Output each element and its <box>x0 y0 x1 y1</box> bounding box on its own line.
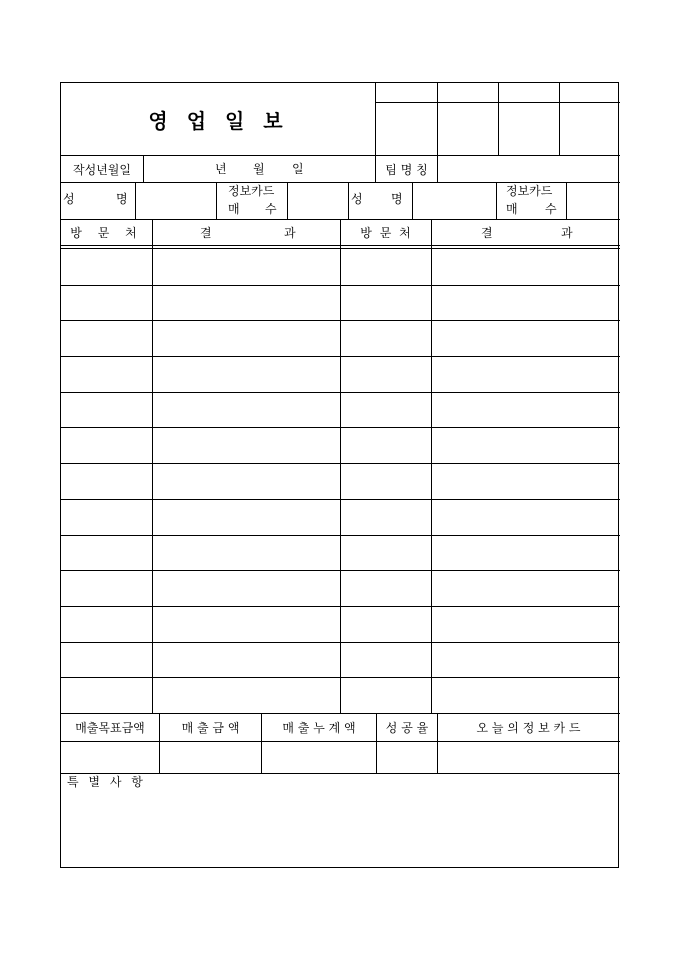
card-count-field-1[interactable] <box>288 183 348 219</box>
visit-place-cell[interactable] <box>61 285 152 321</box>
visit-result-cell[interactable] <box>153 642 340 678</box>
visit-place-cell[interactable] <box>61 427 152 463</box>
visit-place-header-1: 방 문 처 <box>70 226 143 240</box>
visit-row-line <box>61 356 620 357</box>
visit-place-cell[interactable] <box>341 642 431 678</box>
card-label-2-line1: 정보카드 <box>506 184 553 198</box>
card-label-1-line1: 정보카드 <box>228 184 275 198</box>
approval-box-2[interactable] <box>437 103 498 155</box>
visit-place-cell[interactable] <box>61 320 152 356</box>
visit-place-cell[interactable] <box>61 392 152 428</box>
visit-row-line <box>61 499 620 500</box>
visit-result-cell[interactable] <box>432 570 619 606</box>
visit-row <box>61 606 620 642</box>
visit-row-line <box>61 463 620 464</box>
visit-place-cell[interactable] <box>341 356 431 392</box>
visit-row <box>61 463 620 499</box>
card-label-1-line2b: 수 <box>265 202 277 216</box>
today-cards-header: 오 늘 의 정 보 카 드 <box>476 721 581 735</box>
visit-result-cell[interactable] <box>153 463 340 499</box>
visit-place-cell[interactable] <box>341 677 431 713</box>
divider <box>348 182 349 219</box>
visit-result-cell[interactable] <box>153 320 340 356</box>
team-name-field[interactable] <box>438 156 619 182</box>
visit-row-line <box>61 427 620 428</box>
visit-result-cell[interactable] <box>432 606 619 642</box>
visit-row <box>61 427 620 463</box>
visit-row <box>61 677 620 713</box>
visit-place-cell[interactable] <box>341 285 431 321</box>
visit-row-line <box>61 392 620 393</box>
card-count-field-2[interactable] <box>567 183 619 219</box>
visit-place-cell[interactable] <box>61 535 152 571</box>
name-field-1[interactable] <box>136 183 216 219</box>
visit-result-cell[interactable] <box>153 535 340 571</box>
sales-cumulative-header: 매 출 누 계 액 <box>282 721 356 735</box>
visit-place-cell[interactable] <box>341 570 431 606</box>
visit-place-cell[interactable] <box>61 642 152 678</box>
visit-result-cell[interactable] <box>432 642 619 678</box>
visit-result-cell[interactable] <box>432 535 619 571</box>
visit-result-cell[interactable] <box>153 356 340 392</box>
today-cards-field[interactable] <box>438 742 619 773</box>
visit-result-cell[interactable] <box>153 499 340 535</box>
visit-place-cell[interactable] <box>341 249 431 285</box>
visit-place-cell[interactable] <box>341 535 431 571</box>
visit-row <box>61 320 620 356</box>
special-notes-field[interactable] <box>61 791 618 867</box>
name-label-2a: 성 <box>351 192 363 206</box>
visit-place-cell[interactable] <box>341 499 431 535</box>
row-line <box>61 773 620 774</box>
month-unit: 월 <box>253 162 265 176</box>
name-label-1a: 성 <box>63 192 75 206</box>
visit-place-cell[interactable] <box>61 499 152 535</box>
result-header-1b: 과 <box>284 226 296 240</box>
approval-box-4[interactable] <box>559 103 619 155</box>
visit-row-line <box>61 570 620 571</box>
visit-row <box>61 499 620 535</box>
visit-row-line <box>61 606 620 607</box>
card-label-1-line2a: 매 <box>228 202 240 216</box>
visit-result-cell[interactable] <box>432 463 619 499</box>
sales-target-header: 매출목표금액 <box>75 721 145 735</box>
approval-box-3[interactable] <box>498 103 559 155</box>
team-label: 팀 명 칭 <box>385 162 428 177</box>
sales-cumulative-field[interactable] <box>262 742 376 773</box>
divider <box>216 182 217 219</box>
visit-place-cell[interactable] <box>61 570 152 606</box>
visit-result-cell[interactable] <box>153 570 340 606</box>
result-header-2b: 과 <box>561 226 573 240</box>
visit-place-cell[interactable] <box>61 463 152 499</box>
visit-result-cell[interactable] <box>153 285 340 321</box>
visit-result-cell[interactable] <box>432 320 619 356</box>
visit-place-cell[interactable] <box>61 356 152 392</box>
card-label-2-line2b: 수 <box>545 202 557 216</box>
name-field-2[interactable] <box>413 183 496 219</box>
visit-result-cell[interactable] <box>432 392 619 428</box>
visit-row <box>61 535 620 571</box>
visit-row <box>61 249 620 285</box>
sales-amount-header: 매 출 금 액 <box>181 721 240 735</box>
visit-place-cell[interactable] <box>341 392 431 428</box>
visit-place-cell[interactable] <box>341 606 431 642</box>
visit-result-cell[interactable] <box>153 677 340 713</box>
visit-row <box>61 392 620 428</box>
visit-row-line <box>61 535 620 536</box>
visit-place-cell[interactable] <box>341 320 431 356</box>
sales-target-field[interactable] <box>61 742 159 773</box>
visit-result-cell[interactable] <box>432 356 619 392</box>
visit-result-cell[interactable] <box>153 427 340 463</box>
success-rate-field[interactable] <box>377 742 437 773</box>
visit-result-cell[interactable] <box>432 249 619 285</box>
daily-sales-report-form <box>60 82 619 868</box>
name-label-1b: 명 <box>116 192 128 206</box>
divider <box>496 182 497 219</box>
visit-place-cell[interactable] <box>61 249 152 285</box>
approval-box-1[interactable] <box>376 103 437 155</box>
name-label-2b: 명 <box>391 192 403 206</box>
visit-row-line <box>61 320 620 321</box>
visit-result-cell[interactable] <box>153 606 340 642</box>
visit-result-cell[interactable] <box>432 427 619 463</box>
visit-row-line <box>61 642 620 643</box>
success-rate-header: 성 공 율 <box>385 721 429 735</box>
sales-amount-field[interactable] <box>160 742 261 773</box>
visit-row <box>61 570 620 606</box>
form-title: 영 업 일 보 <box>148 108 289 133</box>
divider <box>143 155 144 182</box>
day-unit: 일 <box>292 162 304 176</box>
year-unit: 년 <box>215 162 227 176</box>
visit-result-cell[interactable] <box>153 392 340 428</box>
visit-row <box>61 285 620 321</box>
visit-place-cell[interactable] <box>61 677 152 713</box>
visit-place-cell[interactable] <box>341 427 431 463</box>
visit-row <box>61 642 620 678</box>
result-header-2a: 결 <box>481 226 493 240</box>
visit-result-cell[interactable] <box>153 249 340 285</box>
result-header-1a: 결 <box>200 226 212 240</box>
card-label-2-line2a: 매 <box>506 202 518 216</box>
date-label: 작성년월일 <box>73 162 131 177</box>
visit-row-line <box>61 285 620 286</box>
visit-place-header-2: 방 문 처 <box>360 226 413 240</box>
visit-place-cell[interactable] <box>341 463 431 499</box>
visit-row-line <box>61 677 620 678</box>
visit-result-cell[interactable] <box>432 285 619 321</box>
visit-row <box>61 356 620 392</box>
special-notes-label: 특 별 사 항 <box>67 775 146 789</box>
visit-result-cell[interactable] <box>432 677 619 713</box>
visit-place-cell[interactable] <box>61 606 152 642</box>
visit-result-cell[interactable] <box>432 499 619 535</box>
